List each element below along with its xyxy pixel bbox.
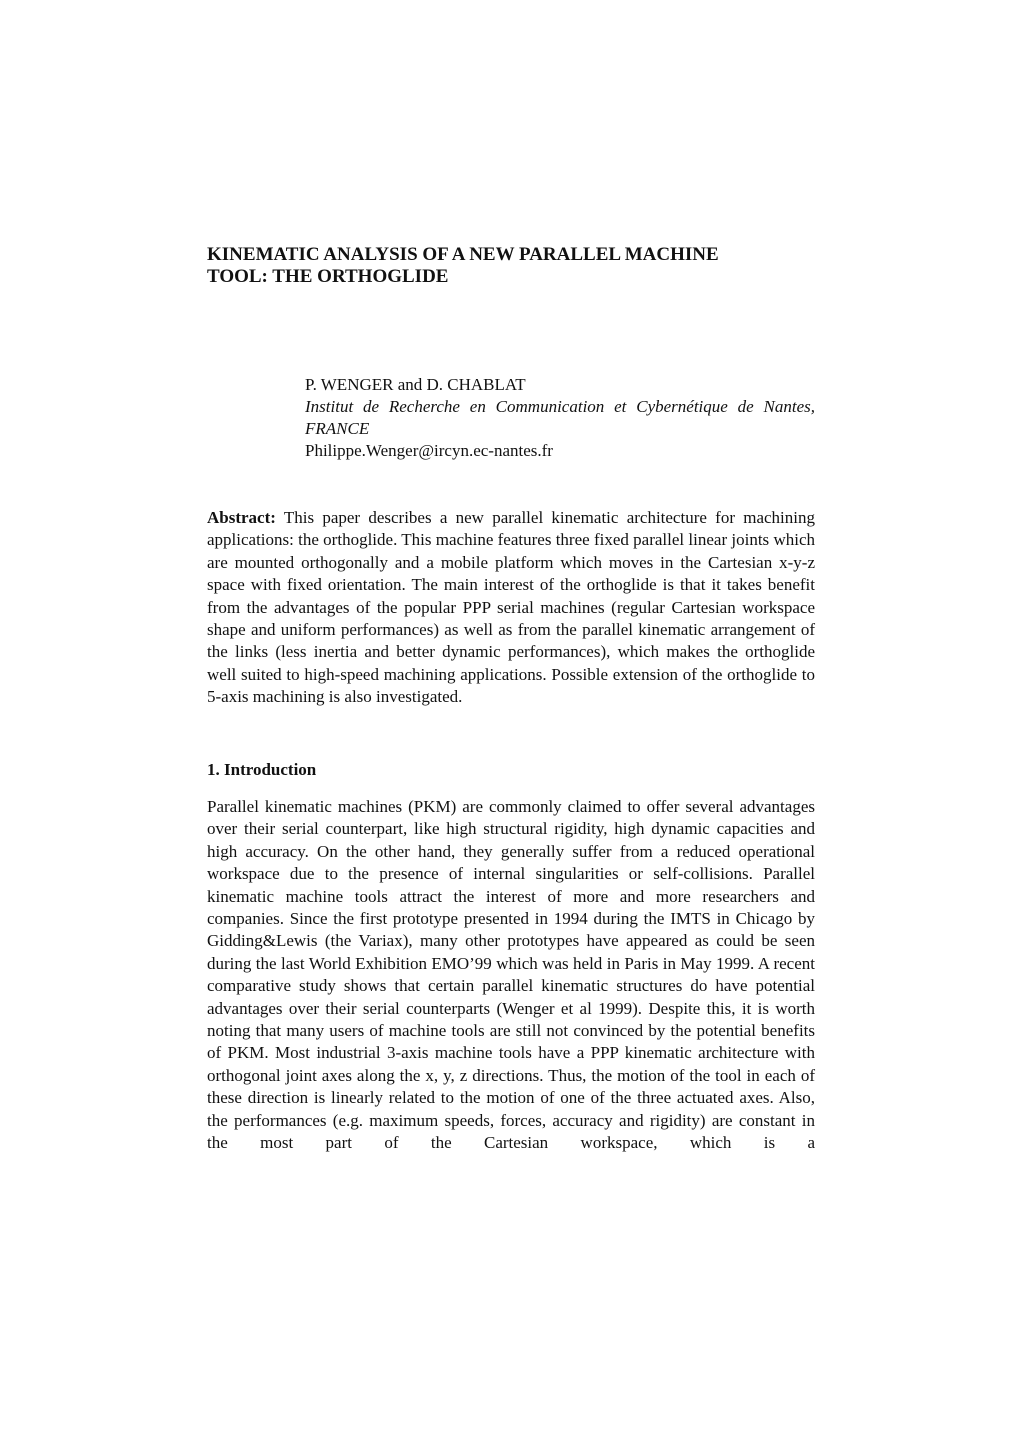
- paper-title: [207, 244, 817, 288]
- author-email: Philippe.Wenger@ircyn.ec-nantes.fr: [305, 441, 553, 460]
- author-block: [305, 374, 815, 462]
- abstract-text: This paper describes a new parallel kinematic architecture for machining applications: the orthoglide. This machine features three fixed parallel linear joints which are mounted orthogonally and a mobile platform which moves in the Cartesian x-y-z space with fixed orientation. The main interest of the orthoglide is that it takes benefit from the advantages of the popular PPP serial machines (regular Cartesian workspace shape and uniform performances) as well as from the parallel kinematic arrangement of the links (less inertia and better dynamic performances), which makes the orthoglide well suited to high-speed machining applications. Possible extension of the orthoglide to 5-axis machining is also investigated.: [207, 508, 815, 707]
- author-names: P. WENGER and D. CHABLAT: [305, 375, 526, 394]
- paper-title-line-2: TOOL: THE ORTHOGLIDE: [207, 266, 449, 287]
- abstract-label: Abstract:: [207, 508, 276, 527]
- paper-title-line-1: KINEMATIC ANALYSIS OF A NEW PARALLEL MACHINE: [207, 244, 719, 265]
- section-heading-introduction: 1. Introduction: [207, 760, 317, 779]
- abstract: [207, 507, 815, 709]
- author-affiliation: Institut de Recherche en Communication et Cybernétique de Nantes, FRANCE: [305, 397, 815, 438]
- introduction-paragraph: Parallel kinematic machines (PKM) are commonly claimed to offer several advantages over their serial counterpart, like high structural rigidity, high dynamic capacities and high accuracy. On the other hand, they generally suffer from a reduced operational workspace due to the presence of internal singularities or self-collisions. Parallel kinematic machine tools attract the interest of more and more researchers and companies. Since the first prototype presented in 1994 during the IMTS in Chicago by Gidding&Lewis (the Variax), many other prototypes have appeared as could be seen during the last World Exhibition EMO’99 which was held in Paris in May 1999. A recent comparative study shows that certain parallel kinematic structures do have potential advantages over their serial counterparts (Wenger et al 1999). Despite this, it is worth noting that many users of machine tools are still not convinced by the potential benefits of PKM. Most industrial 3-axis machine tools have a PPP kinematic architecture with orthogonal joint axes along the x, y, z directions. Thus, the motion of the tool in each of these direction is linearly related to the motion of one of the three actuated axes. Also, the performances (e.g. maximum speeds, forces, accuracy and rigidity) are constant in the most part of the Cartesian workspace, which is a: [207, 797, 815, 1153]
